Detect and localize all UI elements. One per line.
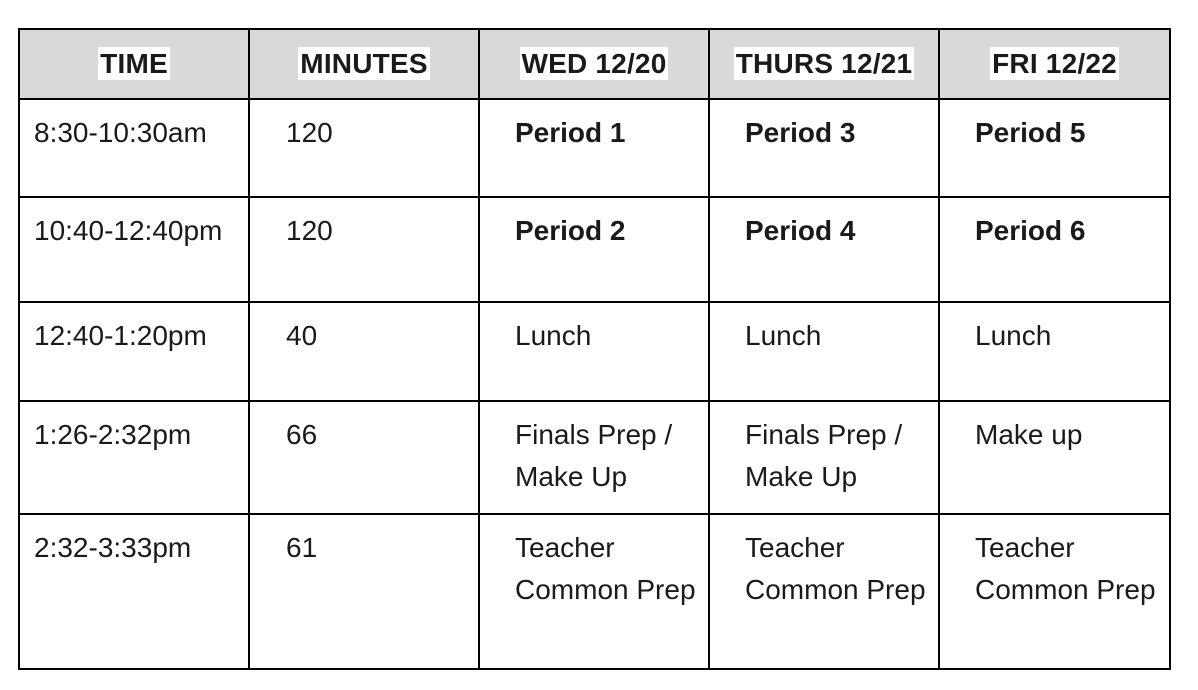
time-cell: 12:40-1:20pm (19, 302, 249, 401)
fri-cell: Make up (939, 401, 1170, 514)
wed-cell: Teacher Common Prep (479, 514, 709, 669)
minutes-cell: 40 (249, 302, 479, 401)
fri-cell: Period 6 (939, 197, 1170, 302)
table-row (19, 197, 1170, 302)
header-time (19, 29, 249, 99)
time-cell: 2:32-3:33pm (19, 514, 249, 669)
wed-cell: Period 1 (479, 99, 709, 197)
header-fri (939, 29, 1170, 99)
time-cell: 8:30-10:30am (19, 99, 249, 197)
minutes-cell: 120 (249, 197, 479, 302)
time-cell: 10:40-12:40pm (19, 197, 249, 302)
minutes-cell: 61 (249, 514, 479, 669)
header-wed-label: WED 12/20 (521, 48, 667, 79)
wed-cell: Finals Prep / Make Up (479, 401, 709, 514)
table-row (19, 514, 1170, 669)
wed-cell: Period 2 (479, 197, 709, 302)
header-row (19, 29, 1170, 99)
header-thu (709, 29, 939, 99)
fri-cell: Teacher Common Prep (939, 514, 1170, 669)
header-minutes-label: MINUTES (300, 48, 428, 79)
table-row (19, 99, 1170, 197)
thu-cell: Period 4 (709, 197, 939, 302)
schedule-table (18, 28, 1171, 670)
table-row (19, 401, 1170, 514)
header-fri-label: FRI 12/22 (992, 48, 1117, 79)
table-row (19, 302, 1170, 401)
thu-cell: Period 3 (709, 99, 939, 197)
thu-cell: Teacher Common Prep (709, 514, 939, 669)
header-time-label: TIME (100, 48, 168, 79)
thu-cell: Finals Prep / Make Up (709, 401, 939, 514)
wed-cell: Lunch (479, 302, 709, 401)
thu-cell: Lunch (709, 302, 939, 401)
minutes-cell: 66 (249, 401, 479, 514)
header-wed (479, 29, 709, 99)
header-thu-label: THURS 12/21 (735, 48, 913, 79)
schedule-body (19, 99, 1170, 669)
fri-cell: Lunch (939, 302, 1170, 401)
schedule-header (19, 29, 1170, 99)
header-minutes (249, 29, 479, 99)
fri-cell: Period 5 (939, 99, 1170, 197)
minutes-cell: 120 (249, 99, 479, 197)
time-cell: 1:26-2:32pm (19, 401, 249, 514)
